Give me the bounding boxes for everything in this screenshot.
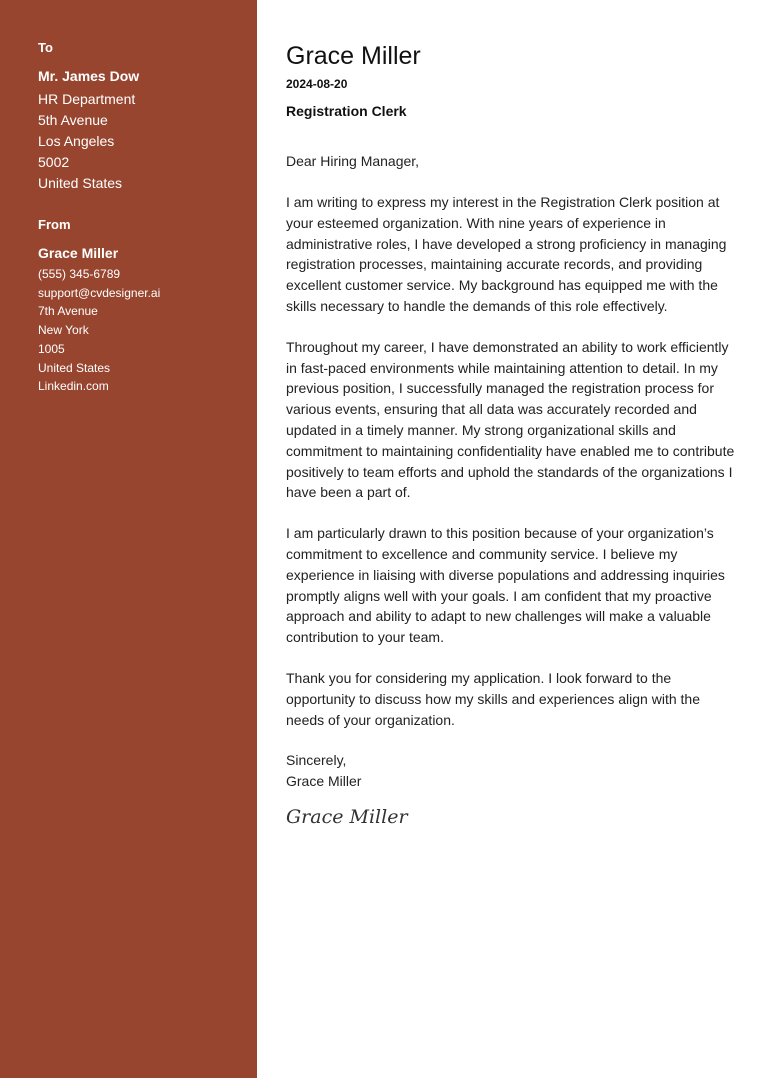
applicant-name: Grace Miller: [286, 42, 421, 70]
letter-body: [286, 40, 736, 828]
job-title: Registration Clerk: [286, 103, 407, 119]
closing-name: Grace Miller: [286, 773, 362, 790]
sender-phone: (555) 345-6789: [38, 267, 121, 281]
recipient-line: 5002: [38, 154, 70, 170]
paragraph: I am writing to express my interest in the Registration Clerk position at your esteemed organization. With nine years of experience in administrative roles, I have developed a strong proficiency in managing registration processes, maintaining accurate records, and providing excellent customer service. My background has equipped me with the skills necessary to handle the demands of this role effectively.: [286, 194, 727, 314]
sender-city: New York: [38, 323, 89, 338]
closing-block: [286, 750, 736, 792]
recipient-name: Mr. James Dow: [38, 68, 140, 84]
sender-block: [38, 217, 257, 396]
letter-date: 2024-08-20: [286, 77, 348, 91]
recipient-line: HR Department: [38, 91, 136, 107]
sender-linkedin: Linkedin.com: [38, 379, 109, 394]
to-section-title: To: [38, 40, 53, 55]
paragraph: Throughout my career, I have demonstrated an ability to work efficiently in fast-paced environments while maintaining attention to detail. In my previous position, I successfully managed the registration process for various events, ensuring that all data was accurately recorded and updated in a timely manner. My strong organizational skills and commitment to maintaining confidentiality have enabled me to contribute positively to team efforts and uphold the standards of the organizations I have been a part of.: [286, 338, 735, 501]
greeting: Dear Hiring Manager,: [286, 153, 420, 169]
recipient-line: Los Angeles: [38, 133, 115, 149]
recipient-line: United States: [38, 175, 123, 191]
signature: Grace Miller: [286, 806, 408, 829]
recipient-block: [38, 40, 257, 194]
sender-email: support@cvdesigner.ai: [38, 285, 161, 300]
sender-street: 7th Avenue: [38, 304, 98, 319]
from-section-title: From: [38, 217, 71, 232]
recipient-line: 5th Avenue: [38, 112, 108, 128]
sender-country: United States: [38, 360, 111, 375]
paragraph: Thank you for considering my application. I look forward to the opportunity to discuss how my skills and experiences align with the needs of your organization.: [286, 669, 700, 728]
sidebar: [0, 0, 257, 1078]
sender-zip: 1005: [38, 341, 65, 356]
paragraph: I am particularly drawn to this position because of your organization’s commitment to excellence and community service. I believe my experience in liaising with diverse populations and addressing inquiries promptly aligns well with your goals. I am confident that my proactive approach and ability to adapt to new challenges will make a valuable contribution to your team.: [286, 525, 725, 646]
closing-salutation: Sincerely,: [286, 752, 347, 769]
sender-name: Grace Miller: [38, 245, 119, 261]
